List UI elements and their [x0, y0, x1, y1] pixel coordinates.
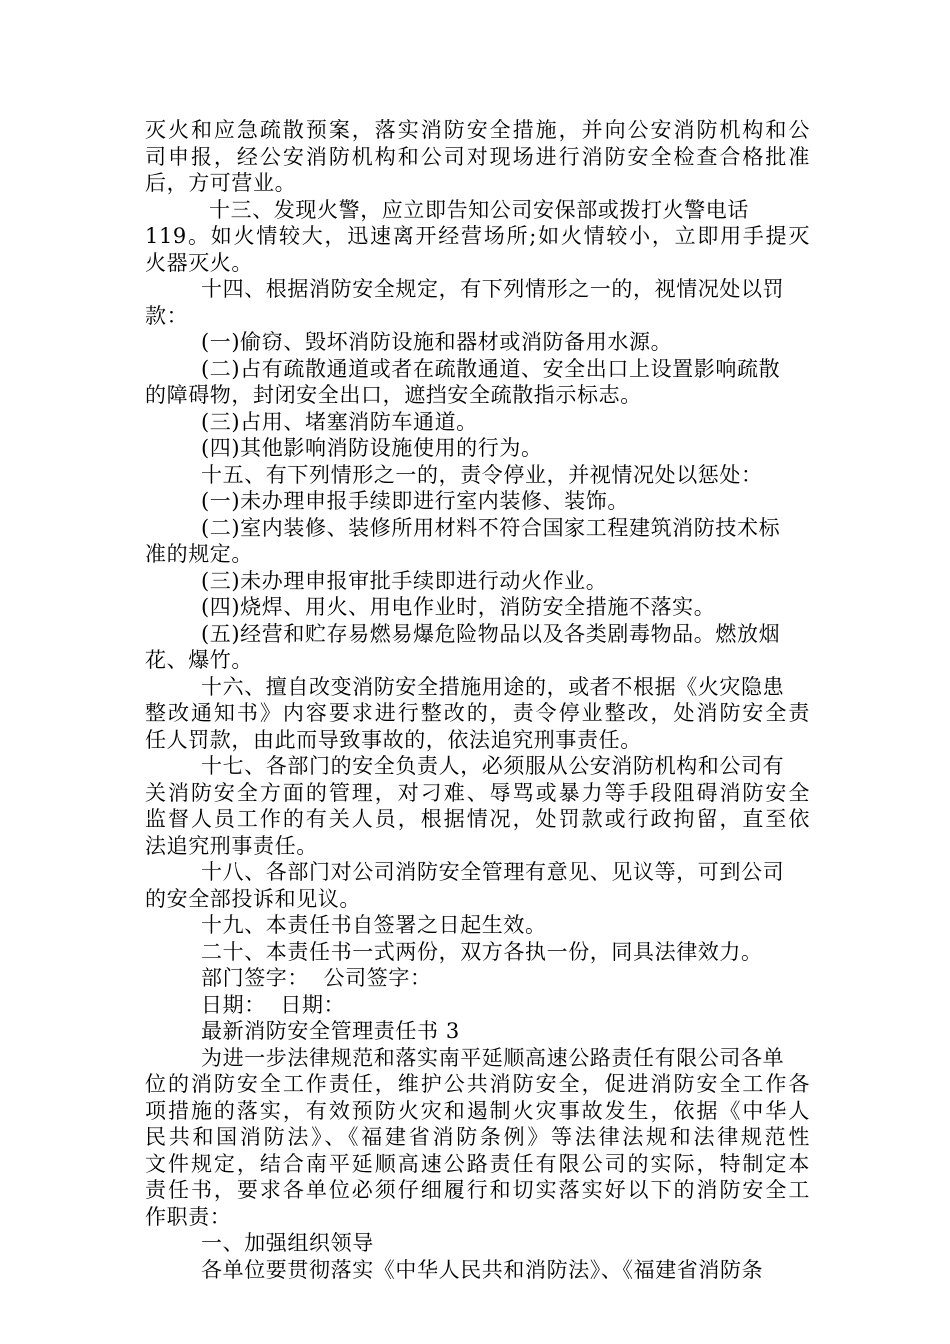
text-line: (四)烧焊、用火、用电作业时，消防安全措施不落实。 [201, 595, 716, 619]
date-line: 日期： 日期： [201, 992, 346, 1017]
text-line: 准的规定。 [145, 542, 253, 566]
text-line: (五)经营和贮存易燃易爆危险物品以及各类剧毒物品。燃放烟 [201, 621, 781, 646]
text-line: 各单位要贯彻落实《中华人民共和消防法》、《福建省消防条 [201, 1257, 764, 1282]
text-line: (二)占有疏散通道或者在疏散通道、安全出口上设置影响疏散 [201, 356, 781, 381]
text-line: (一)未办理申报手续即进行室内装修、装饰。 [201, 489, 629, 513]
text-line: 十六、擅自改变消防安全措施用途的，或者不根据《火灾隐患 [201, 674, 785, 699]
text-line: 文件规定，结合南平延顺高速公路责任有限公司的实际，特制定本 [145, 1151, 810, 1176]
text-line: 十八、各部门对公司消防安全管理有意见、见议等，可到公司 [201, 860, 785, 884]
text-line: 花、爆竹。 [145, 648, 253, 672]
text-line: 民共和国消防法》、《福建省消防条例》等法律法规和法律规范性 [145, 1125, 810, 1149]
document-page [145, 117, 810, 1283]
text-line: (一)偷窃、毁坏消防设施和器材或消防备用水源。 [201, 330, 673, 354]
text-line: 任人罚款，由此而导致事故的，依法追究刑事责任。 [145, 727, 642, 752]
text-line: 的安全部投诉和见议。 [145, 886, 361, 911]
text-line: (三)占用、堵塞消防车通道。 [201, 409, 478, 434]
text-line: 项措施的落实，有效预防火灾和遏制火灾事故发生，依据《中华人 [145, 1098, 810, 1123]
text-line: 位的消防安全工作责任，维护公共消防安全，促进消防安全工作各 [145, 1072, 810, 1096]
text-line: 十五、有下列情形之一的，责令停业，并视情况处以惩处： [201, 462, 763, 487]
signature-line: 部门签字： 公司签字： [201, 966, 432, 990]
text-line: (四)其他影响消防设施使用的行为。 [201, 436, 543, 460]
text-line: 火器灭火。 [145, 250, 253, 275]
text-line: 十七、各部门的安全负责人，必须服从公安消防机构和公司有 [201, 754, 785, 778]
text-line: 十三、发现火警，应立即告知公司安保部或拨打火警电话 [209, 197, 749, 222]
text-line: 二十、本责任书一式两份，双方各执一份，同具法律效力。 [201, 939, 763, 964]
section-heading: 最新消防安全管理责任书 3 [201, 1019, 460, 1043]
text-line: 法追究刑事责任。 [145, 833, 318, 858]
text-line: 灭火和应急疏散预案，落实消防安全措施，并向公安消防机构和公 [145, 118, 810, 142]
text-line: 的障碍物，封闭安全出口，遮挡安全疏散指示标志。 [145, 383, 642, 407]
text-line: 责任书，要求各单位必须仔细履行和切实落实好以下的消防安全工 [145, 1178, 810, 1202]
text-line: 监督人员工作的有关人员，根据情况，处罚款或行政拘留，直至依 [145, 807, 810, 831]
text-line: 款： [145, 303, 189, 328]
text-line: (三)未办理申报审批手续即进行动火作业。 [201, 568, 608, 593]
text-line: 关消防安全方面的管理，对刁难、辱骂或暴力等手段阻碍消防安全 [145, 780, 810, 805]
text-line: 后，方可营业。 [145, 171, 297, 195]
text-line: (二)室内装修、装修所用材料不符合国家工程建筑消防技术标 [201, 515, 781, 540]
text-line: 十九、本责任书自签署之日起生效。 [201, 913, 547, 937]
text-line: 整改通知书》内容要求进行整改的，责令停业整改，处消防安全责 [145, 701, 810, 725]
text-line: 作职责： [145, 1204, 232, 1229]
text-line: 十四、根据消防安全规定，有下列情形之一的，视情况处以罚 [201, 277, 785, 301]
subsection-heading: 一、加强组织领导 [201, 1231, 374, 1255]
text-line: 119。如火情较大，迅速离开经营场所;如火情较小，立即用手提灭 [145, 224, 810, 248]
text-line: 为进一步法律规范和落实南平延顺高速公路责任有限公司各单 [201, 1045, 785, 1070]
text-line: 司申报，经公安消防机构和公司对现场进行消防安全检查合格批准 [145, 144, 810, 169]
